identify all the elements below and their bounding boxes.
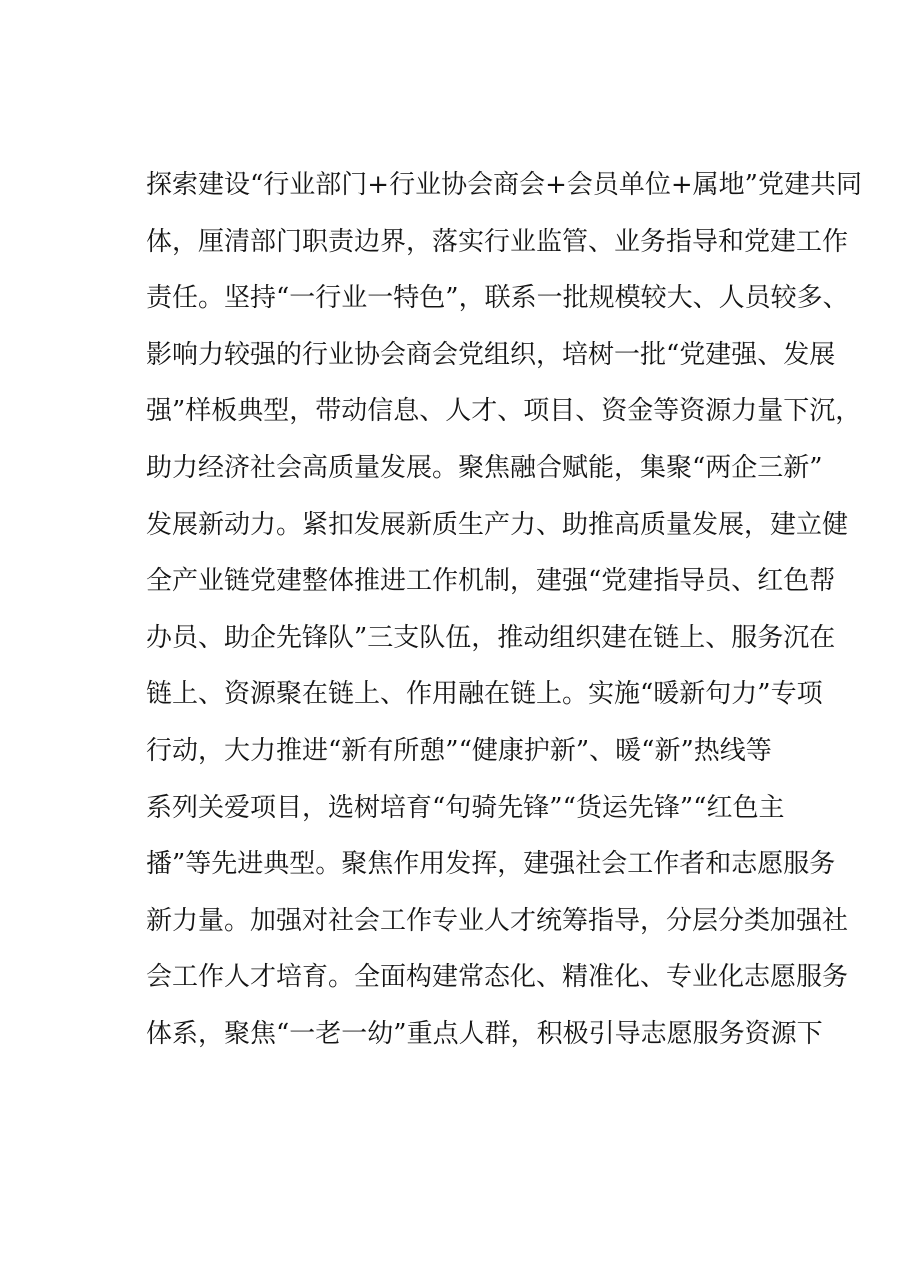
- text-line: 体系，聚焦“一老一幼”重点人群，积极引导志愿服务资源下: [146, 1019, 823, 1049]
- text-line: 助力经济社会高质量发展。聚焦融合赋能，集聚“两企三新”: [146, 453, 823, 483]
- text-line: 探索建设“行业部门+行业协会商会+会员单位+属地”党建共同: [146, 170, 862, 200]
- text-line: 系列关爱项目，选树培育“句骑先锋”“货运先锋”“红色主: [146, 793, 785, 823]
- text-line: 发展新动力。紧扣发展新质生产力、助推高质量发展，建立健: [146, 510, 849, 540]
- text-line: 行动，大力推进“新有所憩”“健康护新”、暖“新”热线等: [146, 736, 772, 766]
- text-line: 新力量。加强对社会工作专业人才统筹指导，分层分类加强社: [146, 906, 849, 936]
- text-line: 责任。坚持“一行业一特色”，联系一批规模较大、人员较多、: [146, 283, 849, 313]
- text-line: 链上、资源聚在链上、作用融在链上。实施“暖新句力”专项: [146, 679, 823, 709]
- text-line: 体，厘清部门职责边界，落实行业监管、业务指导和党建工作: [146, 227, 849, 257]
- text-line: 强”样板典型，带动信息、人才、项目、资金等资源力量下沉，: [146, 396, 862, 426]
- text-line: 会工作人才培育。全面构建常态化、精准化、专业化志愿服务: [146, 962, 849, 992]
- text-line: 全产业链党建整体推进工作机制，建强“党建指导员、红色帮: [146, 566, 836, 596]
- text-line: 播”等先进典型。聚焦作用发挥，建强社会工作者和志愿服务: [146, 849, 836, 879]
- text-line: 影响力较强的行业协会商会党组织，培树一批“党建强、发展: [146, 340, 836, 370]
- text-line: 办员、助企先锋队”三支队伍，推动组织建在链上、服务沉在: [146, 623, 836, 653]
